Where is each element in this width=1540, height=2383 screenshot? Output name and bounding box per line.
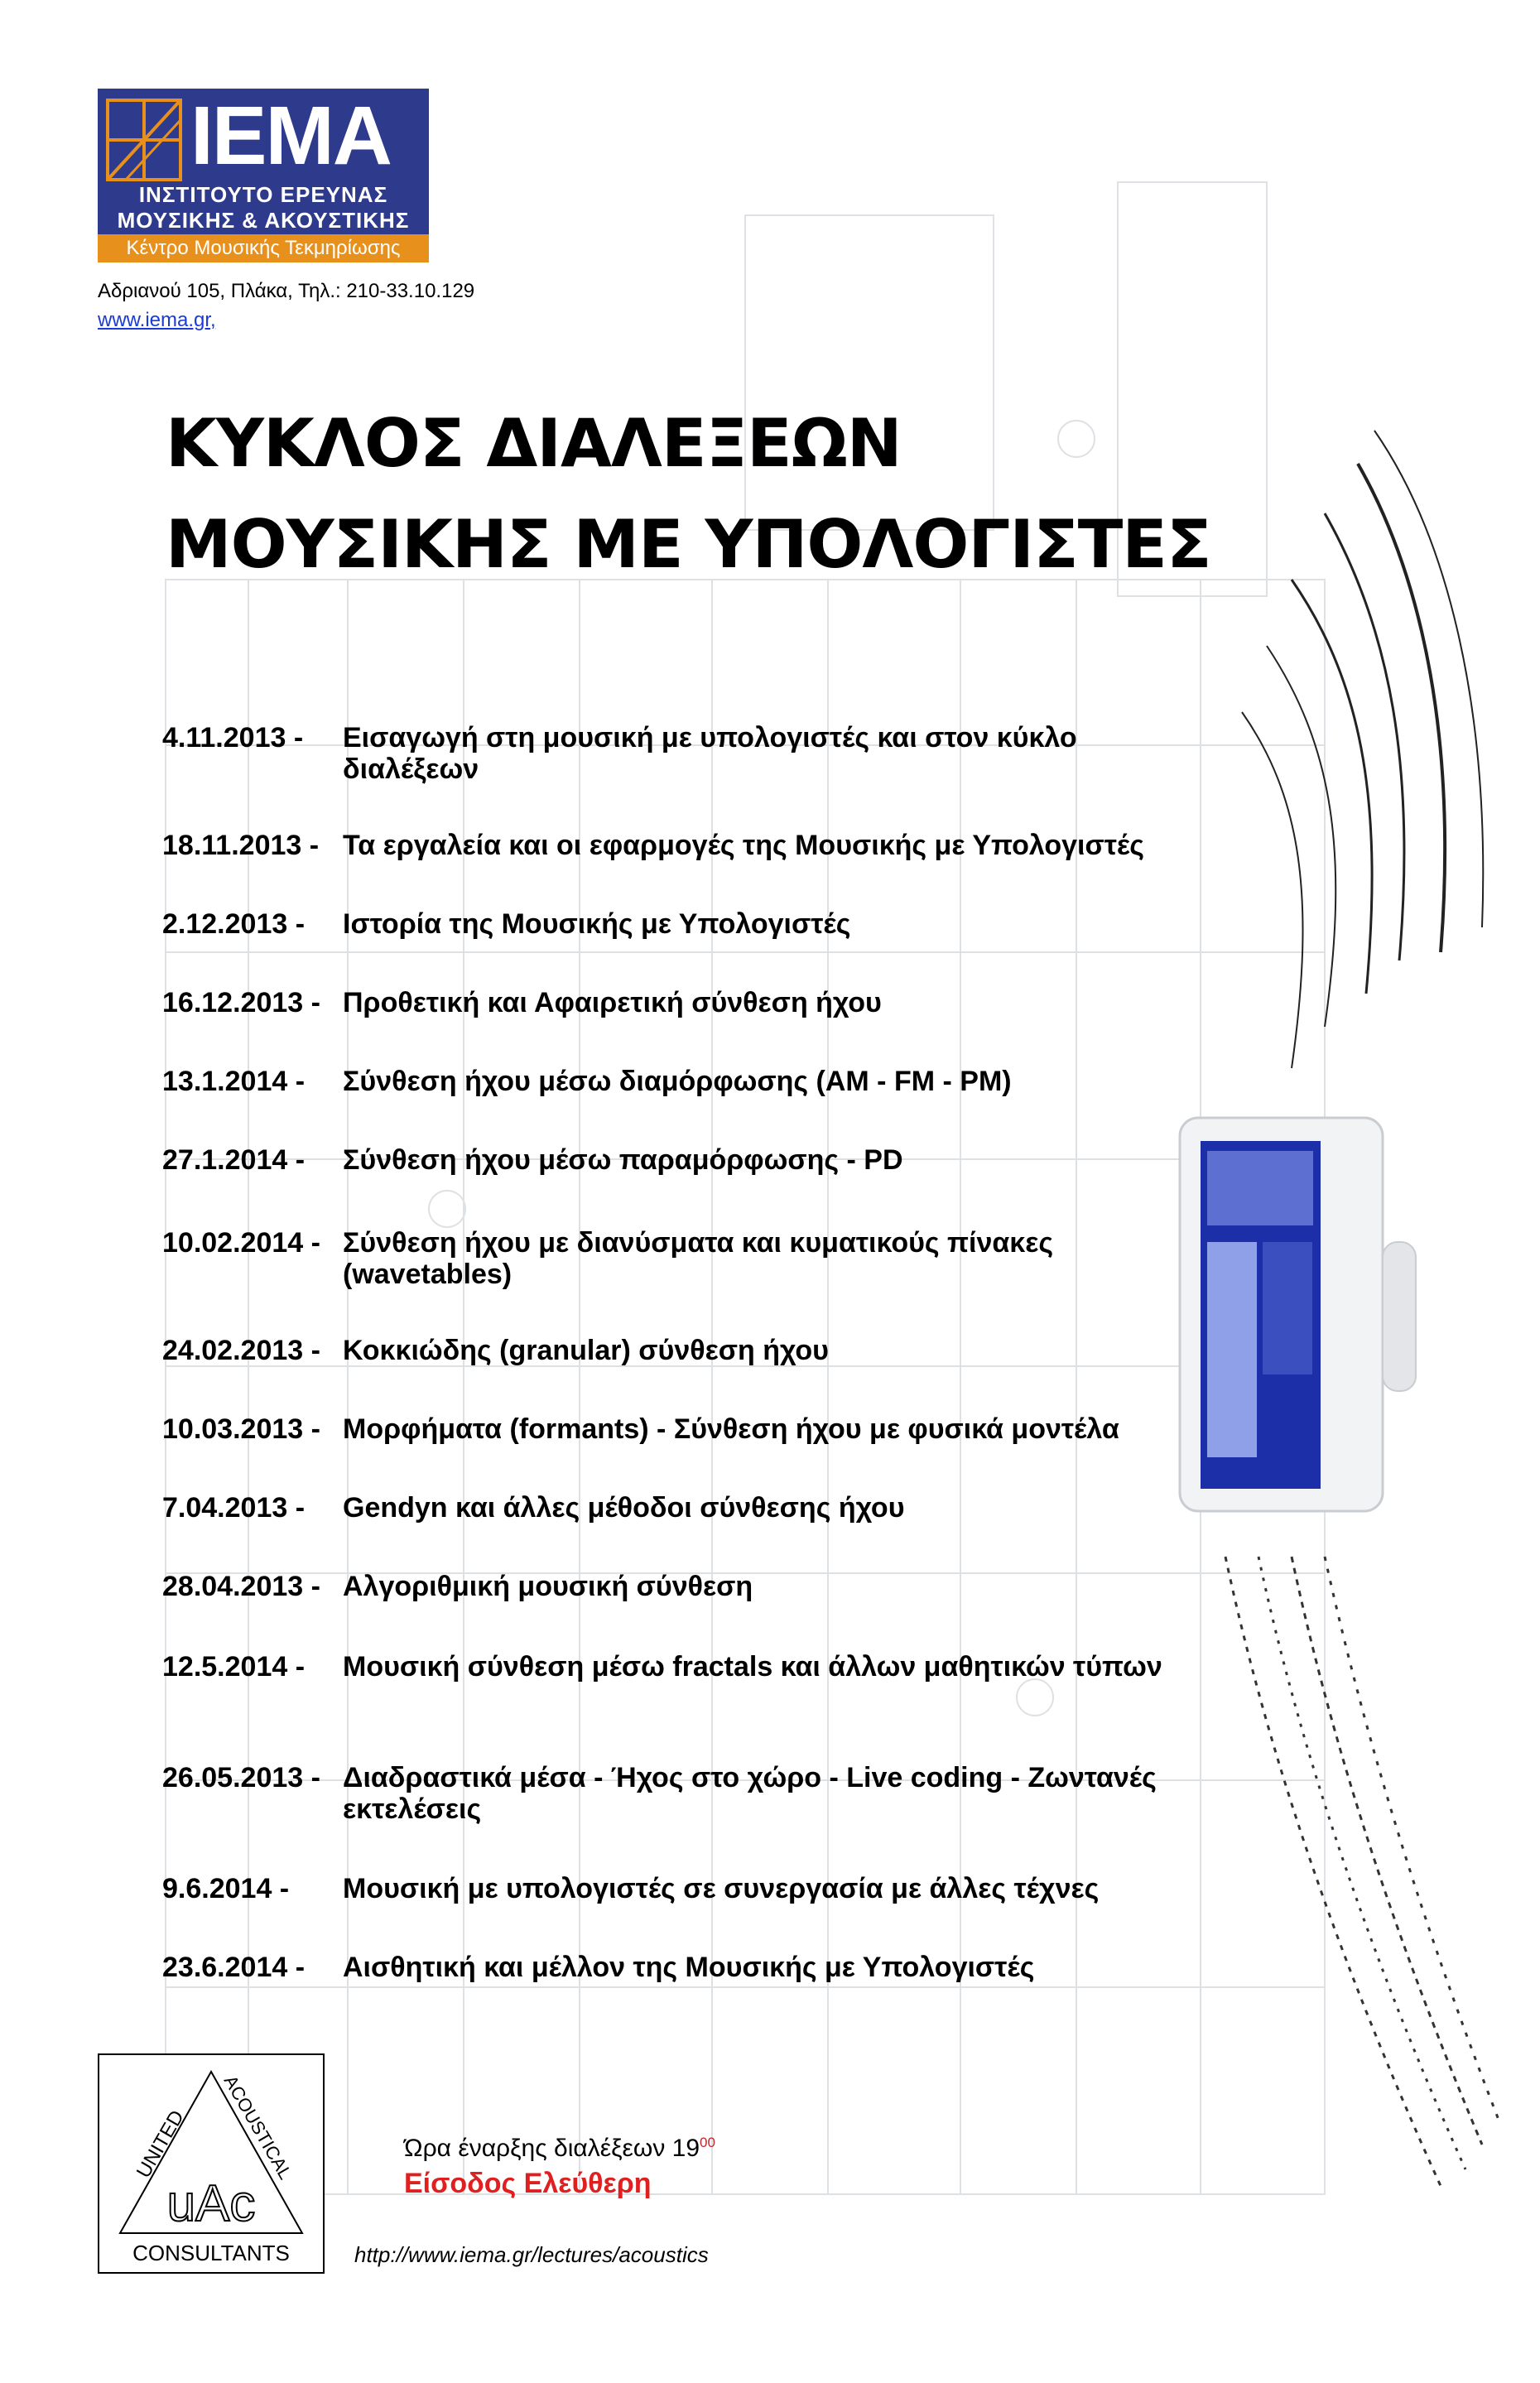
- lecture-topic: Αισθητική και μέλλον της Μουσικής με Υπολογιστές: [343, 1952, 1035, 1983]
- logo-line-2: ΜΟΥΣΙΚΗΣ & ΑΚΟΥΣΤΙΚΗΣ: [117, 208, 410, 233]
- footer-url[interactable]: http://www.iema.gr/lectures/acoustics: [354, 2242, 709, 2267]
- lecture-topic: Μουσική με υπολογιστές σε συνεργασία με άλλες τέχνες: [343, 1873, 1100, 1904]
- logo-band: Κέντρο Μουσικής Τεκμηρίωσης: [98, 234, 429, 262]
- logo-line-1: ΙΝΣΤΙΤΟΥΤΟ ΕΡΕΥΝΑΣ: [138, 182, 388, 207]
- lecture-topic: Εισαγωγή στη μουσική με υπολογιστές και στον κύκλο διαλέξεων: [343, 722, 1077, 785]
- lecture-date: 23.6.2014 -: [162, 1952, 306, 1983]
- lecture-date: 18.11.2013 -: [162, 830, 320, 861]
- lecture-date: 12.5.2014 -: [162, 1651, 306, 1683]
- lecture-date: 7.04.2013 -: [162, 1492, 306, 1524]
- lecture-topic: Gendyn και άλλες μέθοδοι σύνθεσης ήχου: [343, 1492, 905, 1524]
- lecture-topic: Προθετική και Αφαιρετική σύνθεση ήχου: [343, 987, 882, 1018]
- title-line-2: ΜΟΥΣΙΚΗΣ ΜΕ ΥΠΟΛΟΓΙΣΤΕΣ: [166, 506, 1211, 583]
- address: Αδριανού 105, Πλάκα, Τηλ.: 210-33.10.129: [98, 280, 475, 302]
- uac-united: UNITED: [132, 2106, 189, 2182]
- uac-logo-artwork: [99, 2055, 323, 2272]
- lecture-date: 10.03.2013 -: [162, 1413, 320, 1445]
- lecture-date: 26.05.2013 -: [162, 1762, 320, 1793]
- lecture-date: 16.12.2013 -: [162, 987, 320, 1018]
- uac-acoustical: ACOUSTICAL: [219, 2072, 296, 2183]
- start-time-label: Ώρα έναρξης διαλέξεων: [404, 2135, 666, 2162]
- uac-logo: [98, 2053, 325, 2274]
- lecture-date: 28.04.2013 -: [162, 1571, 320, 1602]
- logo-wordmark: IEMA: [190, 89, 391, 182]
- lecture-date: 24.02.2013 -: [162, 1335, 320, 1366]
- uac-consultants: CONSULTANTS: [132, 2241, 290, 2265]
- monitor-illustration: [1180, 1118, 1416, 1511]
- page-title: [166, 393, 1211, 595]
- lecture-date: 27.1.2014 -: [162, 1144, 306, 1176]
- lecture-topic: Σύνθεση ήχου με διανύσματα και κυματικούς πίνακες (wavetables): [343, 1227, 1054, 1290]
- start-time-minutes: 00: [700, 2135, 715, 2150]
- binary-stream: [1225, 1557, 1499, 2186]
- lecture-date: 10.02.2014 -: [162, 1227, 320, 1259]
- lecture-date: 2.12.2013 -: [162, 908, 306, 940]
- lecture-topic: Κοκκιώδης (granular) σύνθεση ήχου: [343, 1335, 829, 1366]
- start-time: [404, 2135, 715, 2163]
- lecture-topic: Τα εργαλεία και οι εφαρμογές της Μουσικής με Υπολογιστές: [343, 830, 1144, 861]
- uac-mark: uAc: [166, 2175, 256, 2232]
- lecture-date: 9.6.2014 -: [162, 1873, 290, 1904]
- lecture-topic: Σύνθεση ήχου μέσω διαμόρφωσης (AM - FM - PM): [343, 1066, 1012, 1097]
- website-link-text: www.iema.gr: [98, 309, 211, 331]
- title-line-1: ΚΥΚΛΟΣ ΔΙΑΛΕΞΕΩΝ: [166, 405, 902, 482]
- entry-free: Είσοδος Ελεύθερη: [404, 2168, 652, 2199]
- website-link-suffix: ,: [210, 309, 216, 331]
- lecture-topic: Μορφήματα (formants) - Σύνθεση ήχου με φυσικά μοντέλα: [343, 1413, 1119, 1445]
- lecture-topic: Αλγοριθμική μουσική σύνθεση: [343, 1571, 753, 1602]
- sheet-music-swirl: [1242, 431, 1483, 1068]
- lecture-topic: Διαδραστικά μέσα - Ήχος στο χώρο - Live coding - Ζωντανές εκτελέσεις: [343, 1762, 1157, 1825]
- lecture-date: 13.1.2014 -: [162, 1066, 306, 1097]
- iema-mark-icon: [106, 99, 182, 181]
- start-time-hour: 19: [671, 2135, 700, 2162]
- website-link[interactable]: [98, 309, 216, 332]
- lecture-topic: Ιστορία της Μουσικής με Υπολογιστές: [343, 908, 851, 940]
- iema-logo: [98, 89, 429, 262]
- lecture-topic: Μουσική σύνθεση μέσω fractals και άλλων μαθητικών τύπων: [343, 1651, 1162, 1683]
- lecture-date: 4.11.2013 -: [162, 722, 304, 753]
- lecture-topic: Σύνθεση ήχου μέσω παραμόρφωσης - PD: [343, 1144, 903, 1176]
